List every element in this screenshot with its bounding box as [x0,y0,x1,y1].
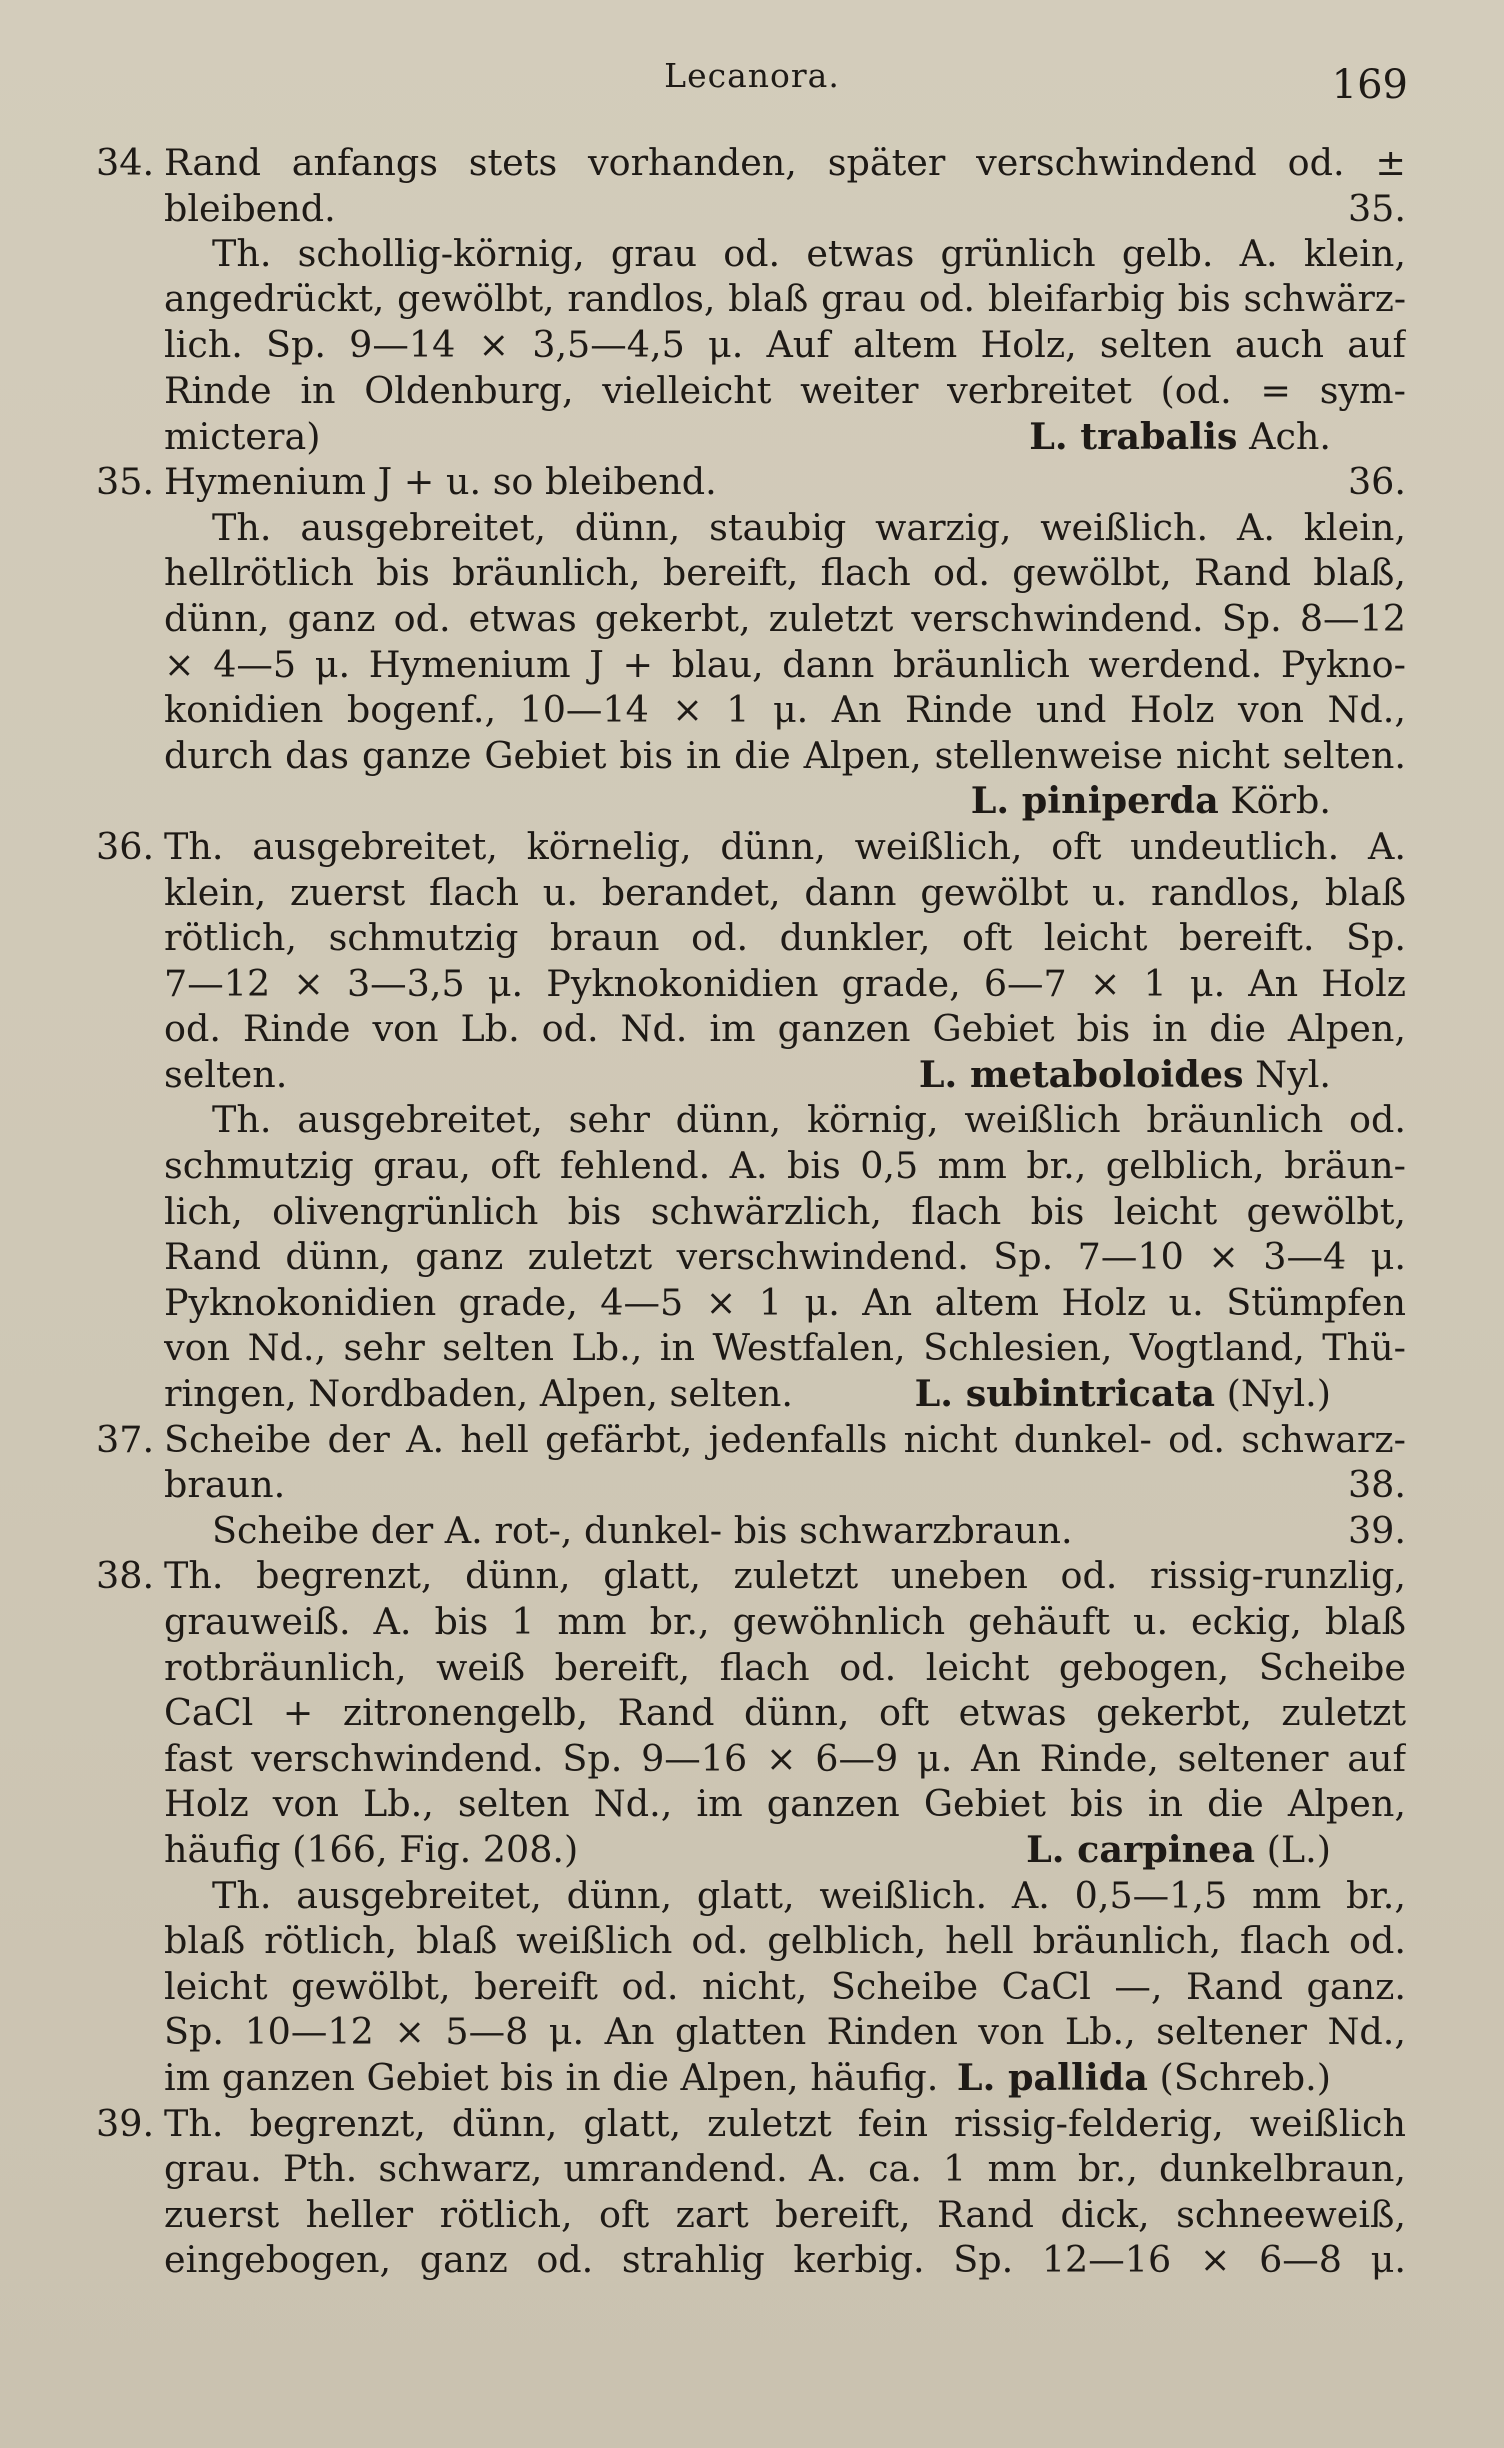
line-text: bleibend. [164,186,336,230]
couplet-reference: 35. [1347,186,1406,230]
text-line [96,1325,1406,1371]
line-text: klein, zuerst flach u. berandet, dann gewölbt u. randlos, blaß [164,870,1406,914]
text-line [96,2101,1406,2147]
text-line [96,687,1406,733]
line-text: Sp. 10—12 × 5—8 μ. An glatten Rinden von Lb., seltener Nd., [164,2010,1406,2054]
line-text: Scheibe der A. hell gefärbt, jedenfalls nicht dunkel- od. schwarz- [164,1417,1406,1461]
line-text: Th. begrenzt, dünn, glatt, zuletzt fein rissig-felderig, weißlich [164,2101,1406,2145]
text-line [96,368,1406,414]
text-line [96,1964,1406,2010]
couplet-reference: 39. [1347,1508,1406,1552]
line-text: lich, olivengrünlich bis schwärzlich, flach bis leicht gewölbt, [164,1189,1406,1233]
species-binomial: L. metaboloides [918,1052,1244,1096]
line-text: Th. ausgebreitet, dünn, glatt, weißlich. A. 0,5—1,5 mm br., [212,1873,1406,1917]
couplet-number: 39. [96,2101,155,2145]
line-text: fast verschwindend. Sp. 9—16 × 6—9 μ. An Rinde, seltener auf [164,1736,1406,1780]
text-line [96,1736,1406,1782]
line-text: angedrückt, gewölbt, randlos, blaß grau od. bleifarbig bis schwärz- [164,278,1406,320]
text-line [96,1052,1406,1098]
line-text: ringen, Nordbaden, Alpen, selten. [164,1372,793,1416]
text-line [96,1417,1406,1463]
line-text: hellrötlich bis bräunlich, bereift, flach od. gewölbt, Rand blaß, [164,551,1406,595]
text-line [96,550,1406,596]
text-line [96,2146,1406,2192]
couplet-number: 34. [96,141,155,184]
text-line [96,1006,1406,1052]
text-line [96,1371,1406,1417]
line-text: Hymenium J + u. so bleibend. [164,460,717,504]
species-author: (Schreb.) [1147,2055,1331,2099]
text-line [96,870,1406,916]
text-line [96,1645,1406,1691]
line-text: durch das ganze Gebiet bis in die Alpen, stellenweise nicht selten. [164,733,1406,777]
line-text: dünn, ganz od. etwas gekerbt, zuletzt verschwindend. Sp. 8—12 [164,596,1406,640]
species-name [957,2055,1331,2101]
line-text: im ganzen Gebiet bis in die Alpen, häufig. [164,2055,939,2099]
text-line [96,1189,1406,1235]
species-author: (L.) [1255,1827,1331,1871]
line-text: Th. schollig-körnig, grau od. etwas grünlich gelb. A. klein, [212,232,1406,276]
line-text: häufig (166, Fig. 208.) [164,1827,579,1871]
running-title: Lecanora. [664,56,840,95]
species-author: Nyl. [1243,1052,1331,1096]
line-text: Th. ausgebreitet, sehr dünn, körnig, weißlich bräunlich od. [212,1098,1406,1142]
couplet-number: 36. [96,824,155,868]
text-line [96,1508,1406,1554]
text-line [96,322,1406,368]
species-binomial: L. carpinea [1026,1827,1256,1871]
text-line [96,1873,1406,1919]
text-line [96,2237,1406,2283]
text-line [96,778,1406,824]
text-line [96,733,1406,779]
line-text: mictera) [164,414,321,458]
species-name [1026,1827,1331,1873]
text-line [96,824,1406,870]
text-line [96,915,1406,961]
text-line [96,2192,1406,2238]
text-line [96,414,1406,460]
line-text: CaCl + zitronengelb, Rand dünn, oft etwas gekerbt, zuletzt [164,1691,1406,1735]
line-text: rotbräunlich, weiß bereift, flach od. leicht gebogen, Scheibe [164,1645,1406,1689]
text-line [96,596,1406,642]
line-text: von Nd., sehr selten Lb., in Westfalen, Schlesien, Vogtland, Thü- [164,1326,1406,1370]
text-line [96,1553,1406,1599]
text-line [96,642,1406,688]
text-line [96,1827,1406,1873]
couplet-number: 37. [96,1417,155,1461]
line-text: selten. [164,1052,288,1096]
species-binomial: L. piniperda [970,779,1219,823]
line-text: lich. Sp. 9—14 × 3,5—4,5 μ. Auf altem Holz, selten auch auf [164,323,1406,367]
line-text: Rand dünn, ganz zuletzt verschwindend. Sp. 7—10 × 3—4 μ. [164,1235,1406,1279]
line-text: braun. [164,1463,286,1507]
species-author: (Nyl.) [1215,1372,1331,1416]
text-line [96,186,1406,232]
line-text: konidien bogenf., 10—14 × 1 μ. An Rinde und Holz von Nd., [164,688,1406,732]
line-text: rötlich, schmutzig braun od. dunkler, oft leicht bereift. Sp. [164,916,1406,960]
text-line [96,1918,1406,1964]
line-text: od. Rinde von Lb. od. Nd. im ganzen Gebiet bis in die Alpen, [164,1007,1406,1051]
text-line [96,1143,1406,1189]
text-line [96,277,1406,323]
text-line [96,1690,1406,1736]
text-line [96,1280,1406,1326]
line-text: Rand anfangs stets vorhanden, später verschwindend od. ± [164,141,1406,184]
text-line [96,2055,1406,2101]
text-line [96,1462,1406,1508]
couplet-number: 35. [96,460,155,504]
line-text: grauweiß. A. bis 1 mm br., gewöhnlich gehäuft u. eckig, blaß [164,1600,1406,1643]
species-binomial: L. subintricata [914,1372,1216,1416]
text-line [96,140,1406,186]
key-text-body [96,140,1406,2283]
page-number: 169 [1331,62,1408,108]
line-text: blaß rötlich, blaß weißlich od. gelblich, hell bräunlich, flach od. [164,1919,1406,1963]
species-binomial: L. trabalis [1029,414,1238,458]
line-text: Holz von Lb., selten Nd., im ganzen Gebiet bis in die Alpen, [164,1782,1406,1826]
line-text: Scheibe der A. rot-, dunkel- bis schwarzbraun. [212,1508,1073,1552]
species-author: Körb. [1218,779,1331,823]
line-text: grau. Pth. schwarz, umrandend. A. ca. 1 mm br., dunkelbraun, [164,2147,1406,2191]
text-line [96,1781,1406,1827]
line-text: Th. ausgebreitet, körnelig, dünn, weißlich, oft undeutlich. A. [164,824,1406,868]
text-line [96,1097,1406,1143]
text-line [96,459,1406,505]
couplet-reference: 38. [1347,1463,1406,1507]
couplet-number: 38. [96,1554,155,1598]
couplet-reference: 36. [1347,460,1406,504]
text-line [96,961,1406,1007]
text-line [96,2009,1406,2055]
line-text: Rinde in Oldenburg, vielleicht weiter verbreitet (od. = sym- [164,368,1406,412]
text-line [96,231,1406,277]
line-text: 7—12 × 3—3,5 μ. Pyknokonidien grade, 6—7 × 1 μ. An Holz [164,961,1406,1005]
line-text: Pyknokonidien grade, 4—5 × 1 μ. An altem Holz u. Stümpfen [164,1280,1406,1324]
text-line [96,1234,1406,1280]
species-name [971,778,1331,824]
species-name [919,1052,1331,1098]
species-name [1029,414,1331,460]
line-text: leicht gewölbt, bereift od. nicht, Scheibe CaCl —, Rand ganz. [164,1964,1406,2008]
text-line [96,1599,1406,1645]
line-text: Th. begrenzt, dünn, glatt, zuletzt uneben od. rissig-runzlig, [164,1554,1406,1598]
species-author: Ach. [1237,414,1331,458]
line-text: schmutzig grau, oft fehlend. A. bis 0,5 mm br., gelblich, bräun- [164,1144,1406,1188]
page-header [0,56,1504,116]
species-name [915,1371,1331,1417]
species-binomial: L. pallida [956,2055,1148,2099]
line-text: Th. ausgebreitet, dünn, staubig warzig, weißlich. A. klein, [212,505,1406,549]
text-line [96,505,1406,551]
line-text: eingebogen, ganz od. strahlig kerbig. Sp. 12—16 × 6—8 μ. [164,2238,1406,2282]
line-text: zuerst heller rötlich, oft zart bereift, Rand dick, schneeweiß, [164,2192,1406,2236]
line-text: × 4—5 μ. Hymenium J + blau, dann bräunlich werdend. Pykno- [164,642,1406,686]
